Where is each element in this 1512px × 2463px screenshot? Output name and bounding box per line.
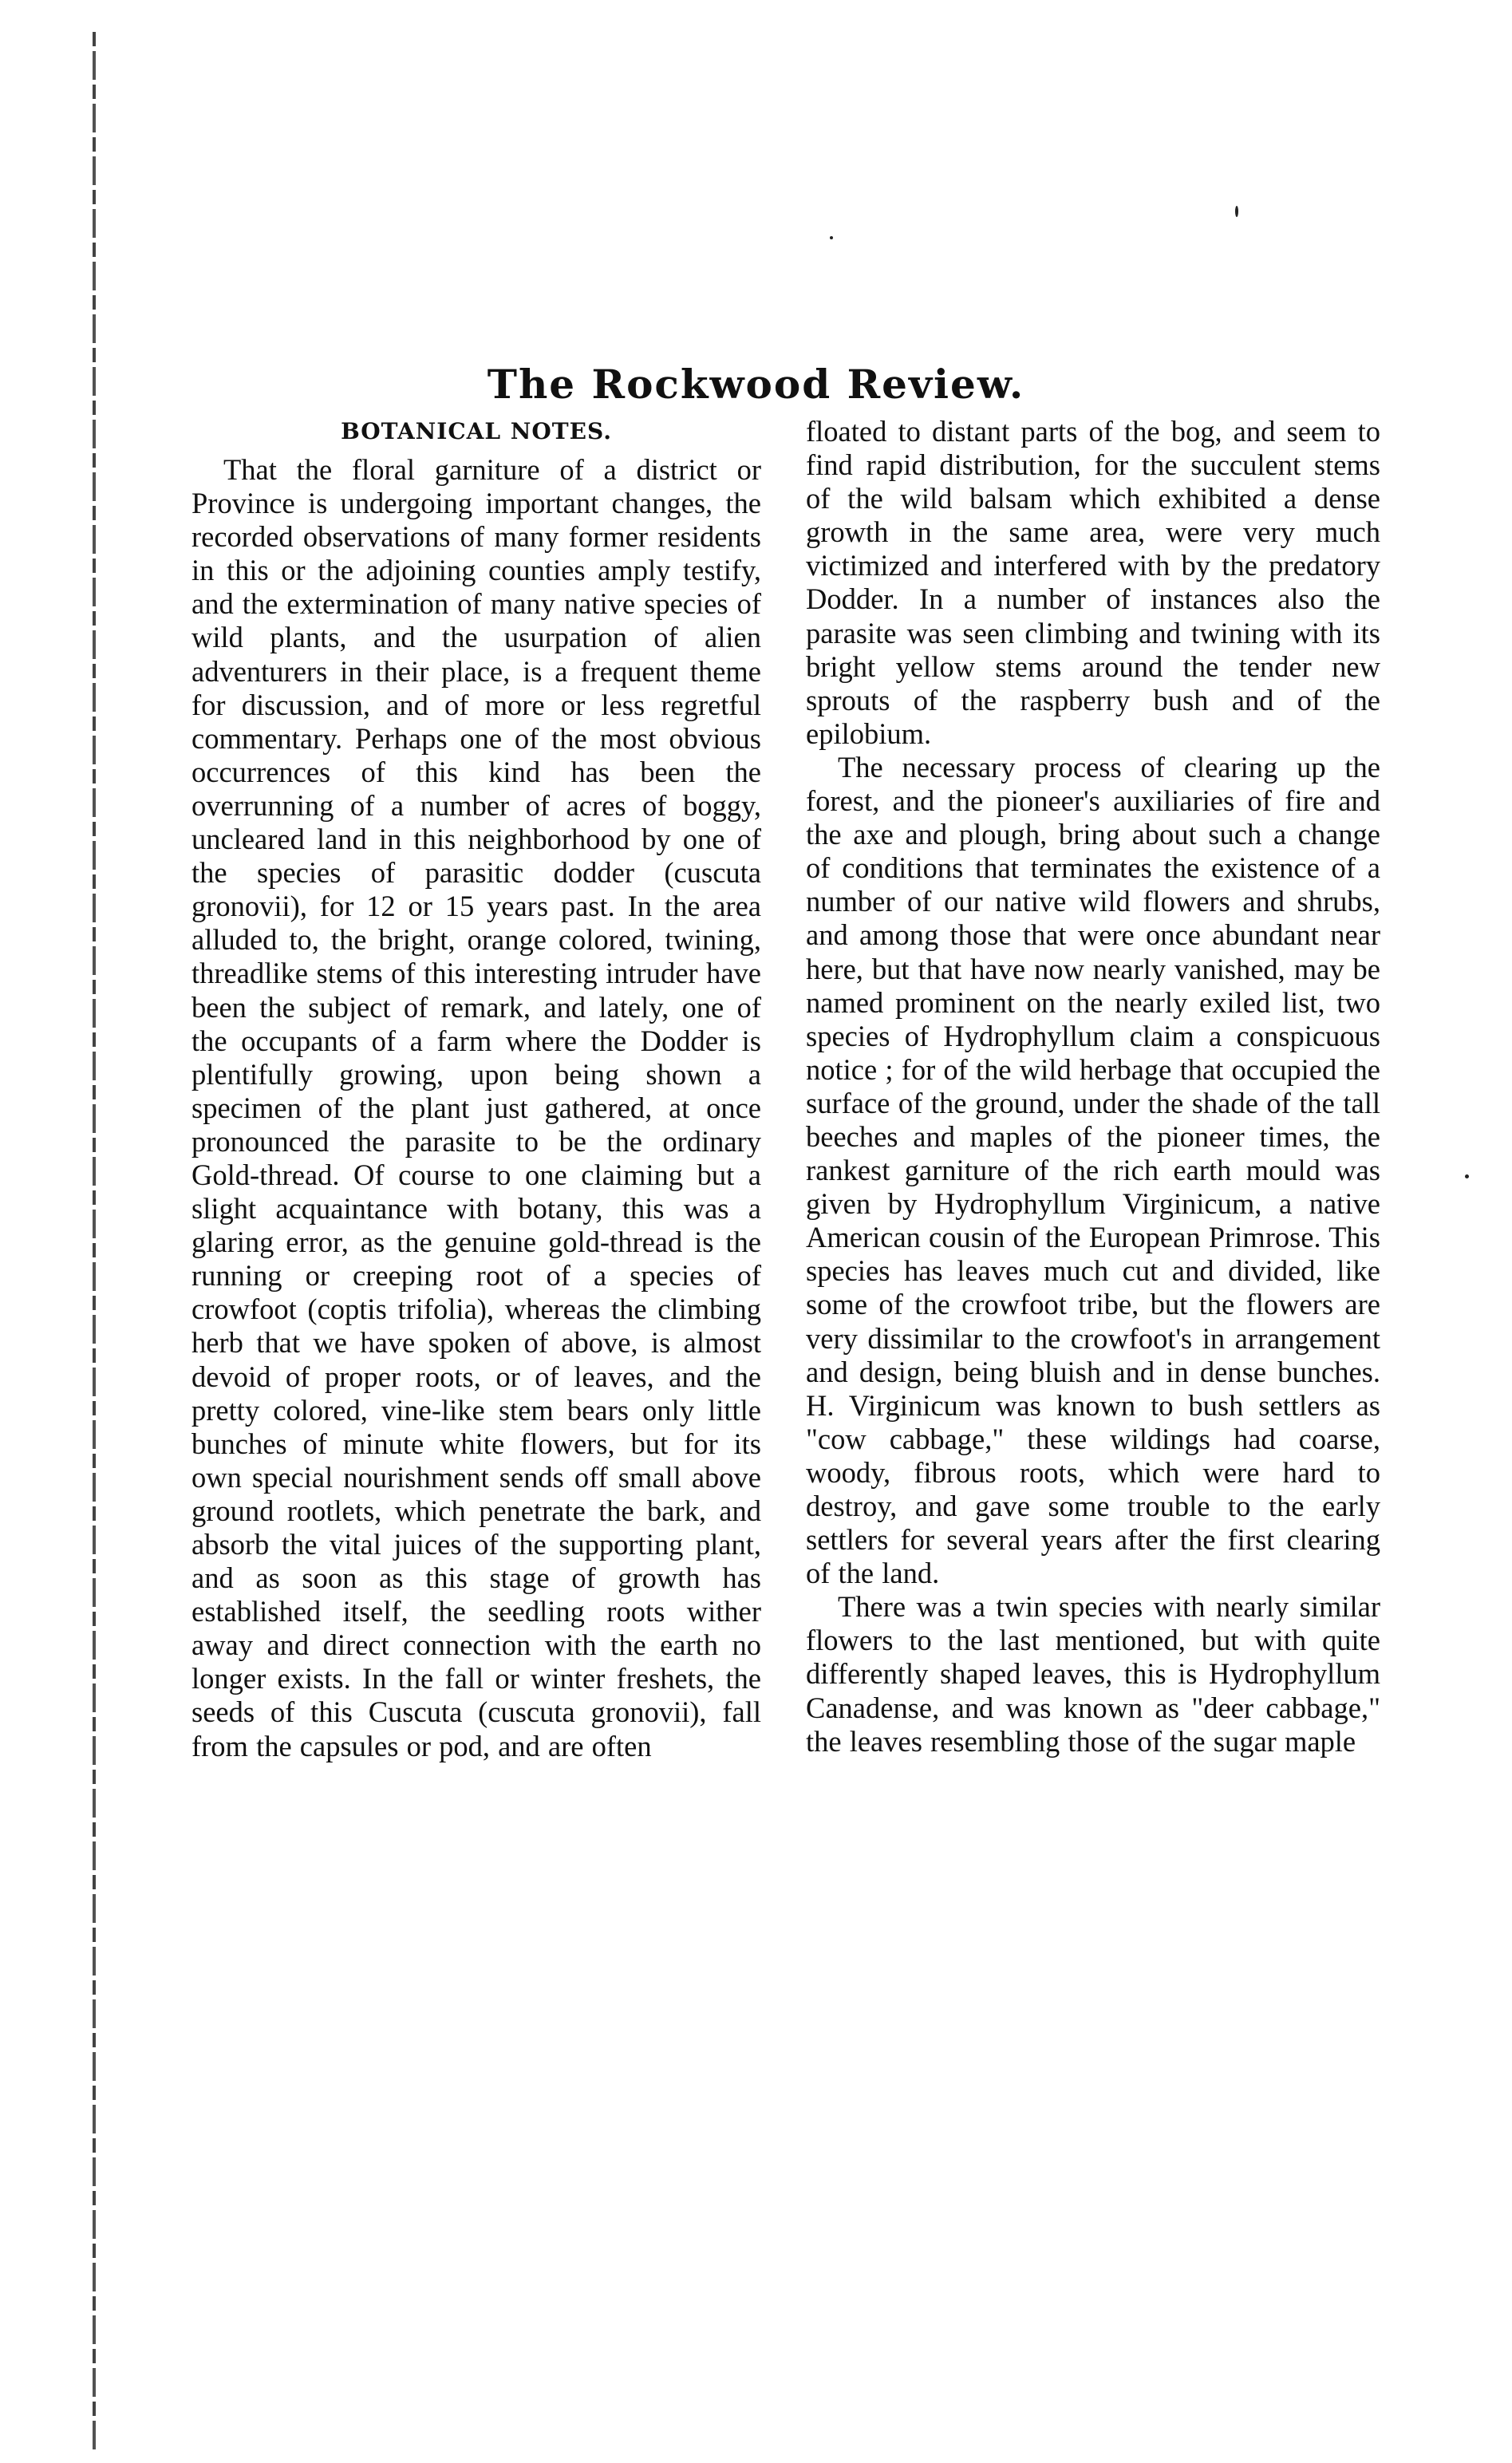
article-paragraph: That the floral garniture of a district or Province is undergoing important changes, the recorded observations of many former residents in this or the adjoining counties amply testify, and the extermination of many native species of wild plants, and the usurpation of alien adventurers in their place, is a frequent theme for discussion, and of more or less regretful commentary. Perhaps one of the most obvious occurrences of this kind has been the overrunning of a number of acres of boggy, uncleared land in this neighborhood by one of the species of parasitic dodder (cuscuta gronovii), for 12 or 15 years past. In the area alluded to, the bright, orange colored, twining, threadlike stems of this interesting intruder have been the subject of remark, and lately, one of the occupants of a farm where the Dodder is plentifully growing, upon being shown a specimen of the plant just gathered, at once pronounced the parasite to be the ordinary Gold-thread. Of course to one claiming but a slight acquaintance with botany, this was a glaring error, as the genuine gold-thread is the running or creeping root of a species of crowfoot (coptis trifolia), whereas the climbing herb that we have spoken of above, is almost devoid of proper roots, or of leaves, and the pretty colored, vine-like stem bears only little bunches of minute white flowers, but for its own special nourishment sends off small above ground rootlets, which penetrate the bark, and absorb the vital juices of the supporting plant, and as soon as this stage of growth has established itself, the seedling roots wither away and direct connection with the earth no longer exists. In the fall or winter freshets, the seeds of this Cuscuta (cuscuta gronovii), fall from the capsules or pod, and are often	[191, 453, 761, 1762]
article-column-right	[806, 415, 1380, 1758]
article-heading: BOTANICAL NOTES.	[341, 418, 612, 444]
masthead-title: The Rockwood Review.	[487, 361, 1025, 408]
print-speck	[1235, 206, 1238, 217]
article-column-left	[191, 415, 761, 1763]
print-speck	[830, 236, 833, 239]
article-paragraph: The necessary process of clearing up the forest, and the pioneer's auxiliaries of fire and the axe and plough, bring about such a change of conditions that terminates the existence of a number of our native wild flowers and shrubs, and among those that were once abundant near here, but that have now nearly vanished, may be named prominent on the nearly exiled list, two species of Hydrophyllum claim a conspicuous notice ; for of the wild herbage that occupied the surface of the ground, under the shade of the tall beeches and maples of the pioneer times, the rankest garniture of the rich earth mould was given by Hydrophyllum Virginicum, a native American cousin of the European Primrose. This species has leaves much cut and divided, like some of the crowfoot tribe, but the flowers are very dissimilar to the crowfoot's in arrangement and design, being bluish and in dense bunches. H. Virginicum was known to bush settlers as "cow cabbage," these wildings had coarse, woody, fibrous roots, which were hard to destroy, and gave some trouble to the early settlers for several years after the first clearing of the land.	[806, 750, 1380, 1590]
article-paragraph: There was a twin species with nearly similar flowers to the last mentioned, but with quite differently shaped leaves, this is Hydrophyllum Canadense, and was known as "deer cabbage," the leaves resembling those of the sugar maple	[806, 1590, 1380, 1758]
print-speck	[1465, 1174, 1469, 1178]
article-paragraph: floated to distant parts of the bog, and seem to find rapid distribution, for the succulent stems of the wild balsam which exhibited a dense growth in the same area, were very much victimized and interfered with by the predatory Dodder. In a number of instances also the parasite was seen climbing and twining with its bright yellow stems around the tender new sprouts of the raspberry bush and of the epilobium.	[806, 415, 1380, 750]
